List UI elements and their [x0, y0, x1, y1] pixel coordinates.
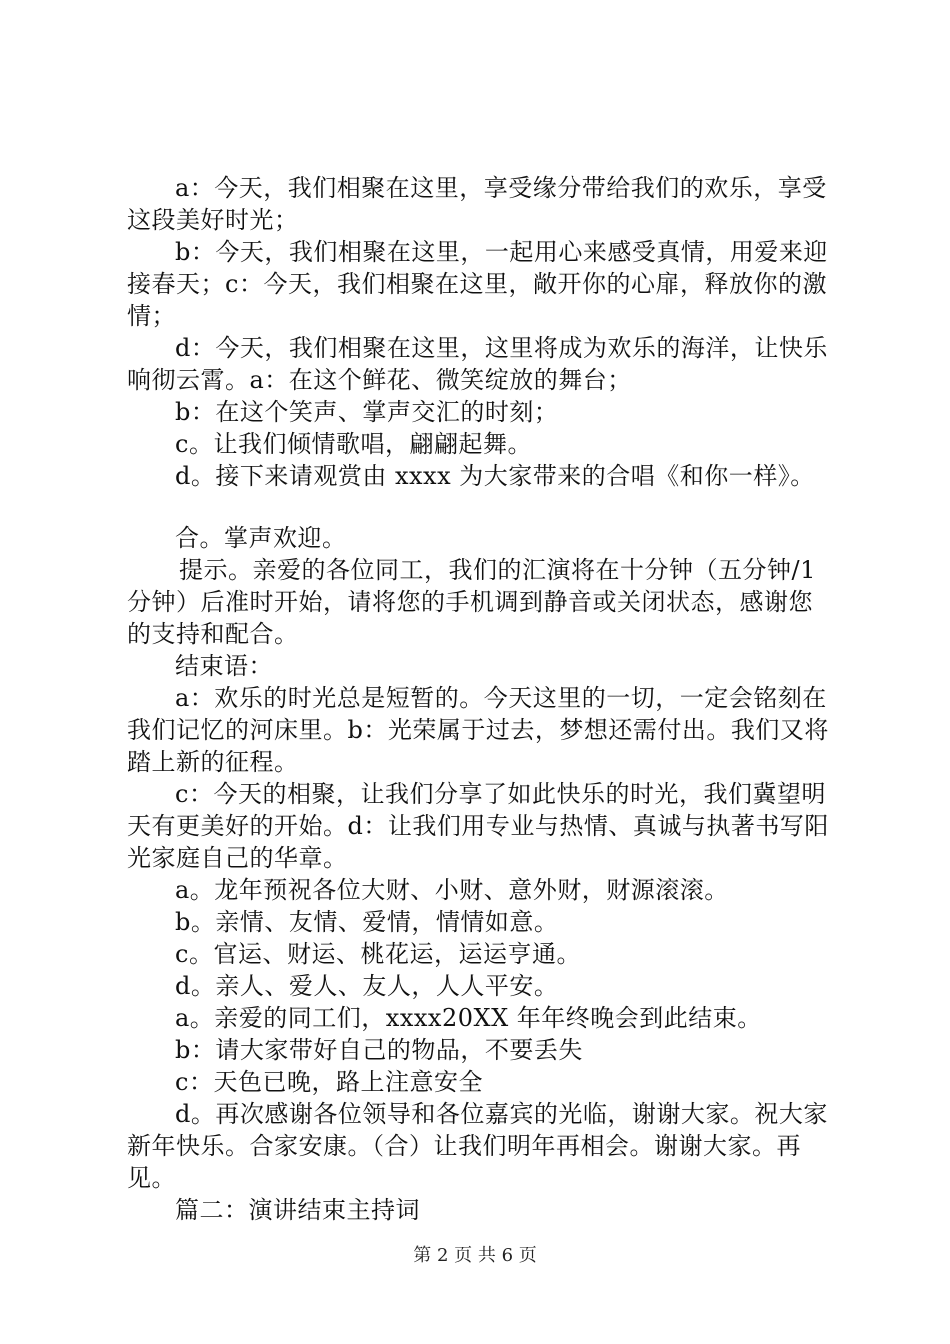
paragraph-6: d。接下来请观赏由 xxxx 为大家带来的合唱《和你一样》。 — [175, 462, 815, 490]
paragraph-15: d。亲人、爱人、友人，人人平安。 — [175, 972, 559, 1000]
paragraph-16: a。亲爱的同工们，xxxx20XX 年年终晚会到此结束。 — [175, 1004, 762, 1032]
paragraph-8: 提示。亲爱的各位同工，我们的汇演将在十分钟（五分钟/1 分钟）后准时开始，请将您的手机调到静音或关闭状态，感谢您的支持和配合。 — [127, 556, 816, 648]
section-heading-part-two: 篇二：演讲结束主持词 — [175, 1196, 420, 1224]
paragraph-gap — [127, 492, 832, 522]
paragraph-18: c：天色已晚，路上注意安全 — [175, 1068, 483, 1096]
paragraph-7: 合。掌声欢迎。 — [175, 524, 347, 552]
paragraph-12: a。龙年预祝各位大财、小财、意外财，财源滚滚。 — [175, 876, 729, 904]
paragraph-11: c：今天的相聚，让我们分享了如此快乐的时光，我们冀望明天有更美好的开始。d：让我们用专业与热情、真诚与执著书写阳光家庭自己的华章。 — [127, 780, 829, 872]
paragraph-19: d。再次感谢各位领导和各位嘉宾的光临，谢谢大家。祝大家新年快乐。合家安康。（合）让我们明年再相会。谢谢大家。再见。 — [127, 1100, 828, 1192]
paragraph-5: c。让我们倾情歌唱，翩翩起舞。 — [175, 430, 532, 458]
paragraph-13: b。亲情、友情、爱情，情情如意。 — [175, 908, 559, 936]
paragraph-2: b：今天，我们相聚在这里，一起用心来感受真情，用爱来迎接春天；c：今天，我们相聚在这里，敞开你的心扉，释放你的激情； — [127, 238, 828, 330]
paragraph-10: a：欢乐的时光总是短暂的。今天这里的一切，一定会铭刻在我们记忆的河床里。b：光荣属于过去，梦想还需付出。我们又将踏上新的征程。 — [127, 684, 829, 776]
paragraph-14: c。官运、财运、桃花运，运运亨通。 — [175, 940, 581, 968]
document-body — [127, 172, 832, 1226]
paragraph-1: a：今天，我们相聚在这里，享受缘分带给我们的欢乐，享受这段美好时光； — [127, 174, 827, 234]
paragraph-3: d：今天，我们相聚在这里，这里将成为欢乐的海洋，让快乐响彻云霄。a：在这个鲜花、微笑绽放的舞台； — [127, 334, 828, 394]
paragraph-17: b：请大家带好自己的物品，不要丢失 — [175, 1036, 583, 1064]
page-footer: 第 2 页 共 6 页 — [413, 1245, 537, 1266]
paragraph-4: b：在这个笑声、掌声交汇的时刻； — [175, 398, 559, 426]
section-heading-closing: 结束语： — [175, 652, 273, 680]
